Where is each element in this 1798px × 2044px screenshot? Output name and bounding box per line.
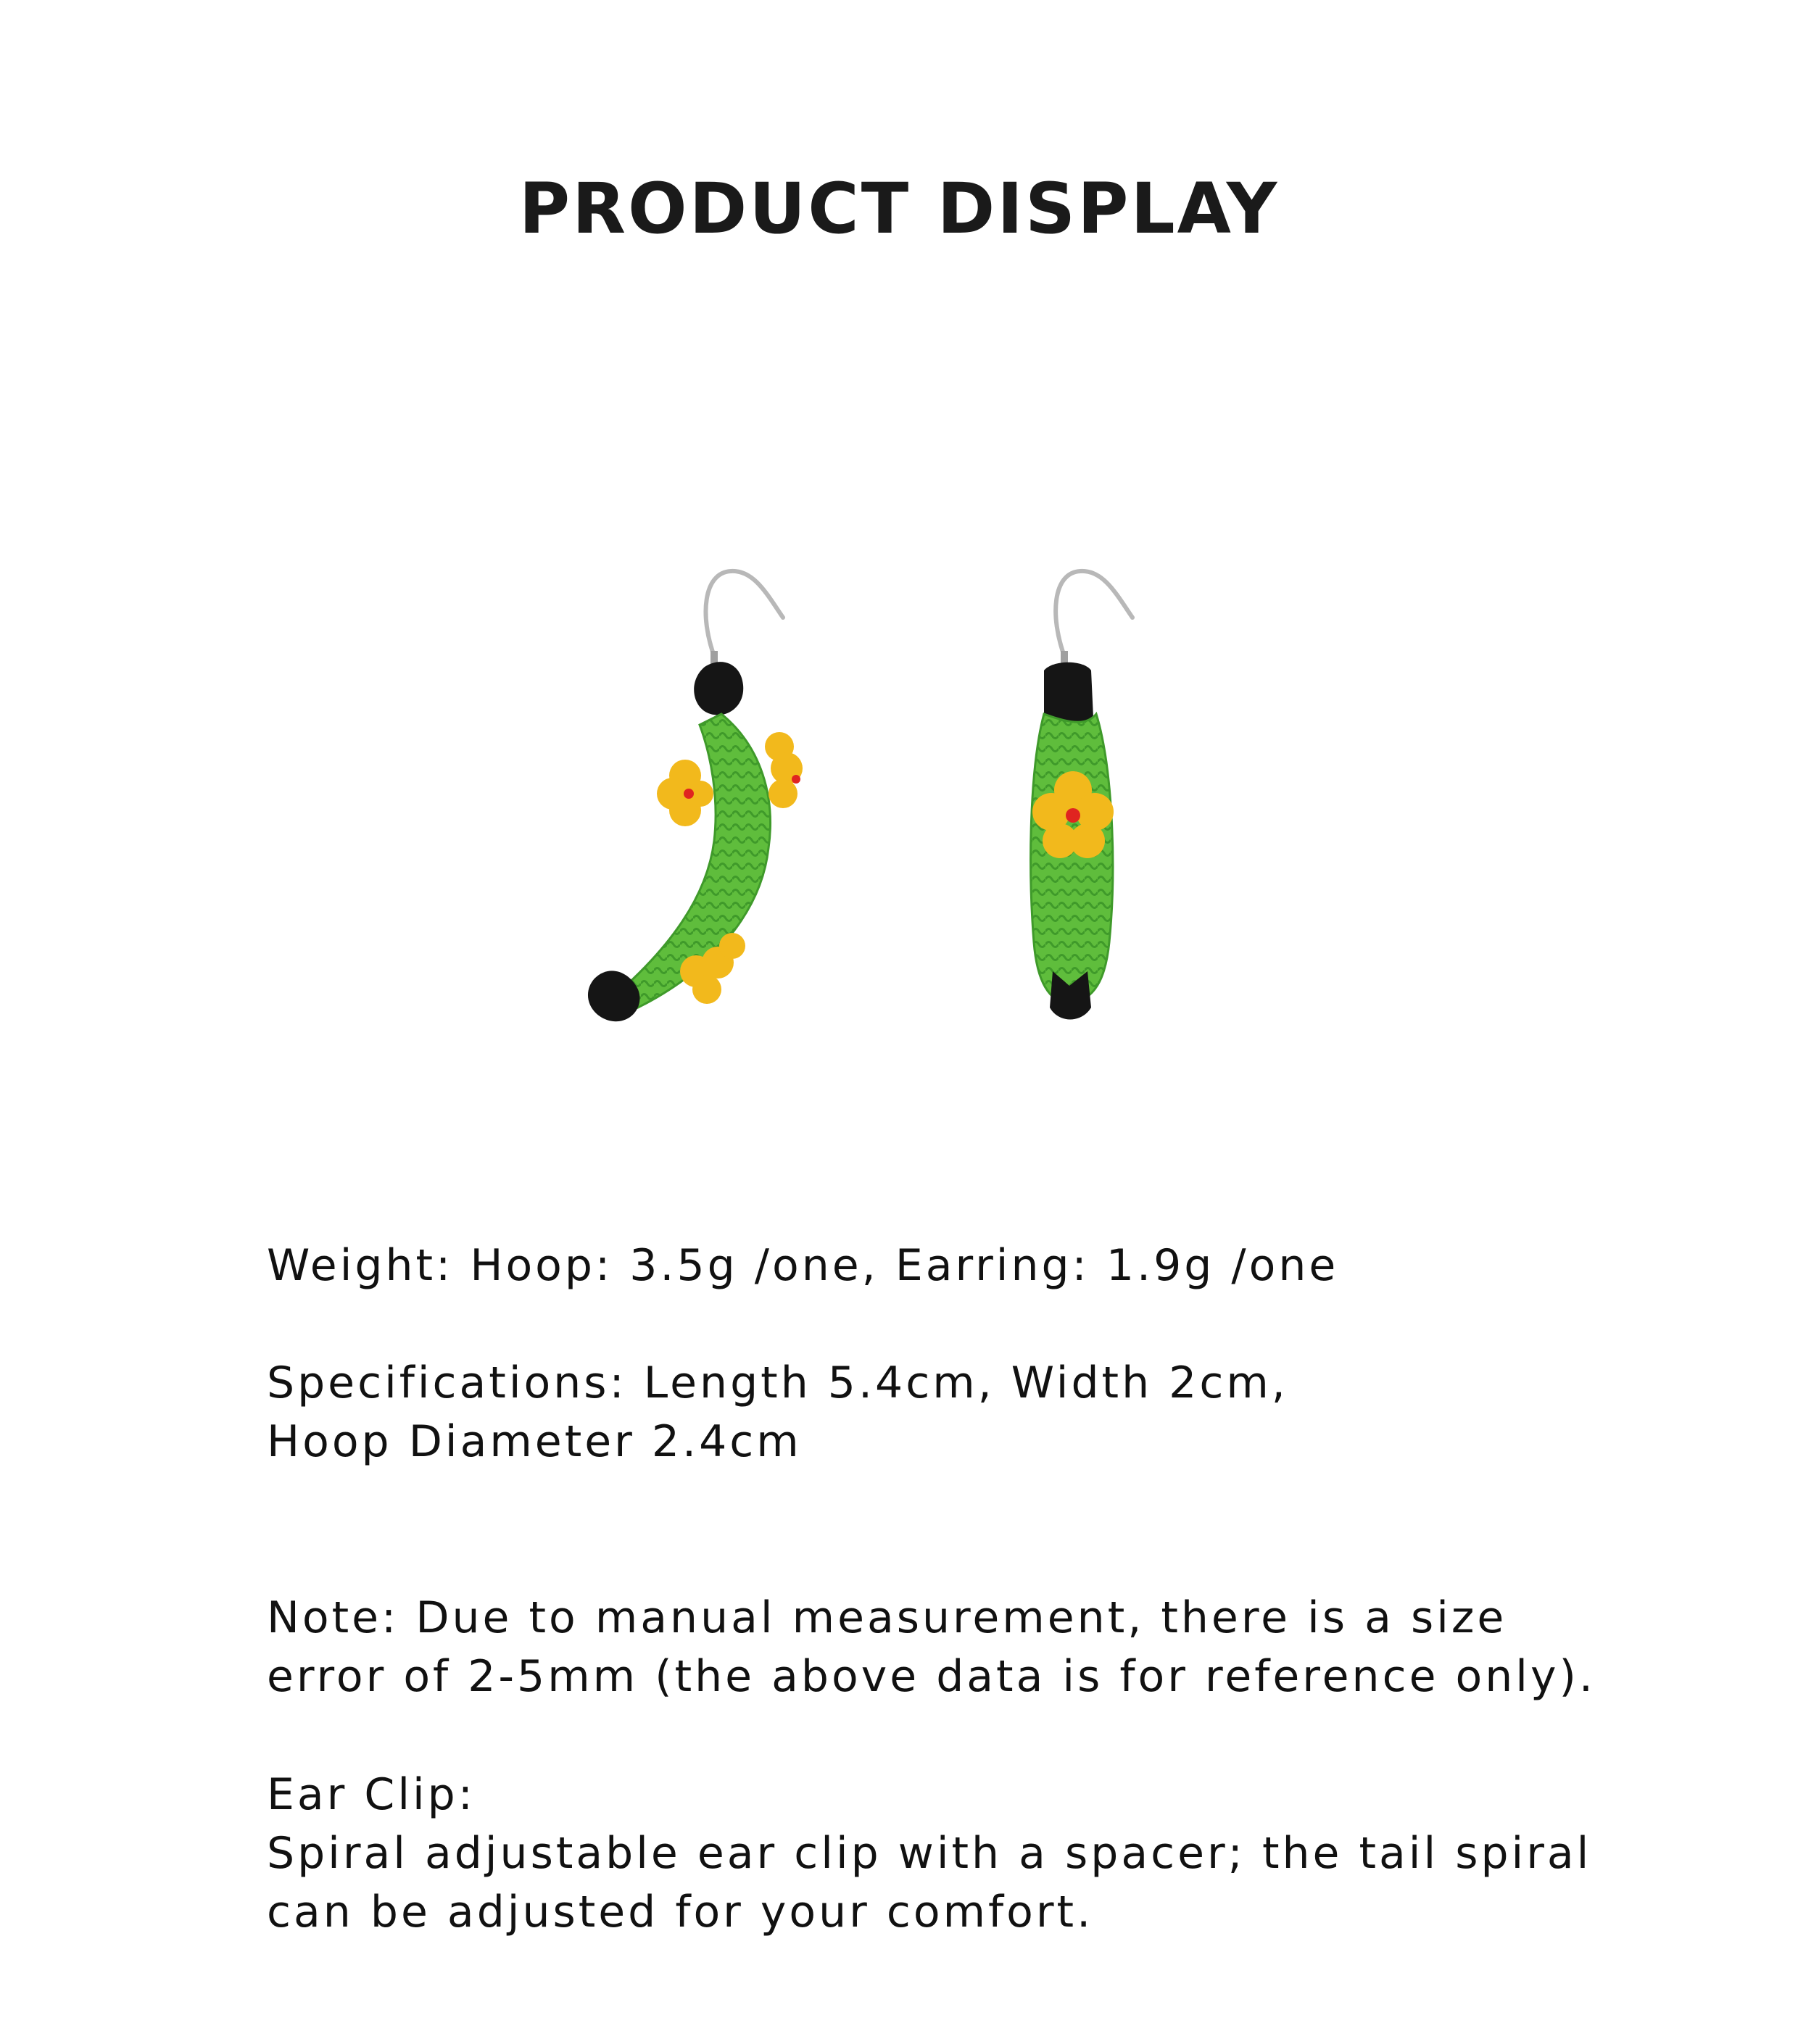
- right-earring: [1031, 571, 1132, 1020]
- left-earring: [588, 571, 803, 1021]
- right-banana-body: [1031, 714, 1113, 1004]
- left-flower-1: [657, 760, 713, 826]
- note-line-2: error of 2-5mm (the above data is for reference only).: [267, 1651, 1596, 1702]
- ear-clip-line-2: can be adjusted for your comfort.: [267, 1887, 1094, 1937]
- page-title: PRODUCT DISPLAY: [518, 168, 1280, 249]
- weight-text: Weight: Hoop: 3.5g /one, Earring: 1.9g /one: [267, 1240, 1339, 1291]
- specifications-line-1: Specifications: Length 5.4cm, Width 2cm,: [267, 1358, 1288, 1408]
- specifications-text: [267, 1354, 1288, 1471]
- right-top-tip: [1044, 662, 1093, 723]
- ear-clip-line-1: Spiral adjustable ear clip with a spacer; the tail spiral: [267, 1828, 1592, 1879]
- right-hook: [1056, 571, 1132, 656]
- product-image: [536, 507, 1189, 1160]
- left-top-tip: [694, 662, 743, 715]
- ear-clip-text: [267, 1766, 1591, 1942]
- left-hook: [705, 571, 783, 656]
- note-text: [267, 1589, 1596, 1706]
- ear-clip-heading: Ear Clip:: [267, 1769, 476, 1820]
- note-line-1: Note: Due to manual measurement, there is a size: [267, 1592, 1507, 1643]
- left-bottom-tip: [588, 971, 639, 1021]
- left-flower-2: [765, 732, 803, 808]
- specifications-line-2: Hoop Diameter 2.4cm: [267, 1416, 802, 1467]
